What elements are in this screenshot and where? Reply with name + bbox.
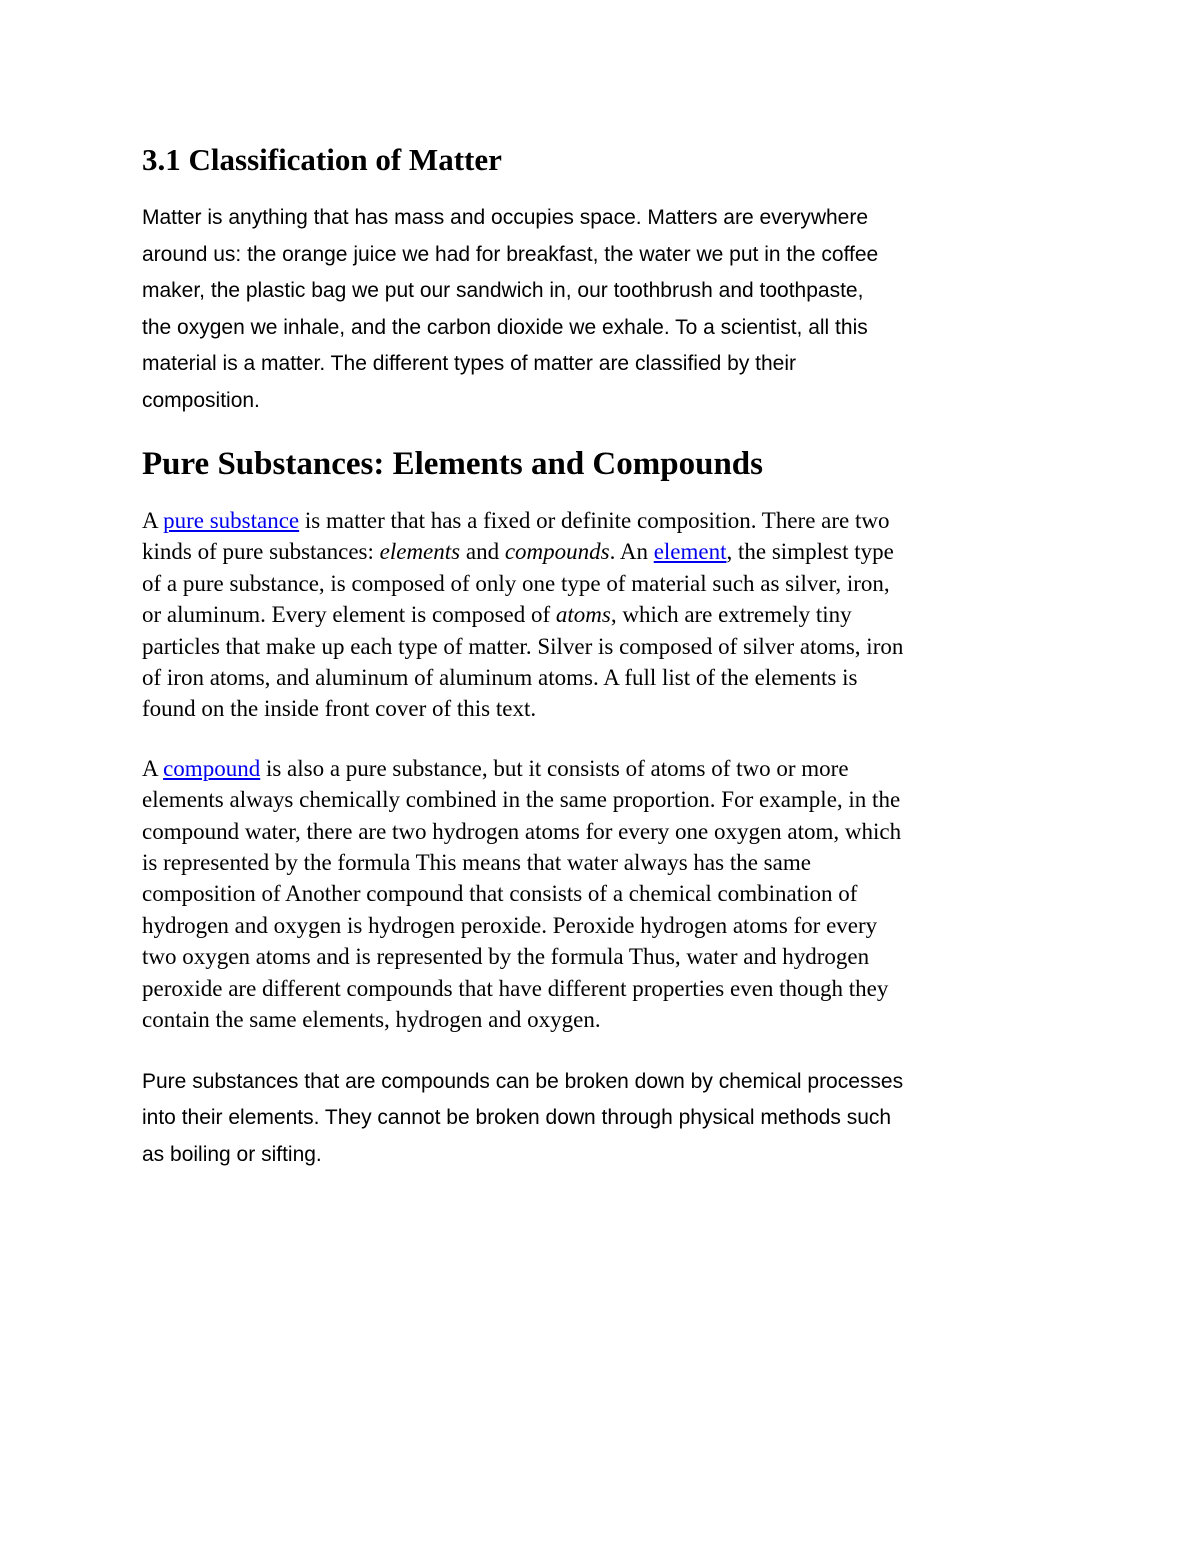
- intro-paragraph: [142, 200, 1062, 419]
- elements-term: elements: [379, 539, 461, 565]
- text-line: Matter is anything that has mass and occupies space. Matters are everywhere: [142, 206, 869, 229]
- pure-substance-paragraph: [142, 505, 1062, 725]
- text-line: material is a matter. The different types of matter are classified by their: [142, 352, 797, 375]
- text-line: compound water, there are two hydrogen atoms for every one oxygen atom, which: [142, 818, 902, 844]
- text-line: into their elements. They cannot be broken down through physical methods such: [142, 1106, 892, 1129]
- text-line: peroxide are different compounds that have different properties even though they: [142, 975, 889, 1001]
- text-run: A: [142, 755, 164, 781]
- element-link[interactable]: element: [653, 539, 727, 565]
- text-run: . An: [609, 539, 654, 565]
- text-line: [142, 599, 1062, 630]
- text-line: [142, 753, 1062, 784]
- text-run: kinds of pure substances:: [142, 539, 380, 565]
- text-line: maker, the plastic bag we put our sandwich in, our toothbrush and toothpaste,: [142, 279, 864, 302]
- text-line: composition of Another compound that consists of a chemical combination of: [142, 881, 858, 907]
- text-run: , which are extremely tiny: [610, 602, 852, 628]
- text-line: [142, 505, 1062, 536]
- text-line: composition.: [142, 388, 260, 412]
- text-line: Pure substances that are compounds can be broken down by chemical processes: [142, 1069, 904, 1093]
- closing-paragraph: [142, 1064, 1062, 1174]
- compounds-term: compounds: [504, 539, 610, 565]
- section-heading: 3.1 Classification of Matter: [142, 142, 502, 177]
- text-line: two oxygen atoms and is represented by the formula Thus, water and hydrogen: [142, 944, 870, 970]
- text-line: elements always chemically combined in the same proportion. For example, in the: [142, 787, 901, 813]
- text-line: [142, 536, 1062, 567]
- text-run: or aluminum. Every element is composed of: [142, 602, 556, 628]
- text-line: found on the inside front cover of this text.: [142, 696, 537, 722]
- compound-link[interactable]: compound: [163, 755, 261, 781]
- document-content: [142, 140, 1062, 1197]
- text-run: is matter that has a fixed or definite composition. There are two: [299, 508, 890, 533]
- text-line: particles that make up each type of matter. Silver is composed of silver atoms, iron: [142, 633, 904, 659]
- atoms-term: atoms: [555, 602, 611, 628]
- pure-substance-link[interactable]: pure substance: [163, 508, 300, 533]
- text-line: of a pure substance, is composed of only one type of material such as silver, iron,: [142, 570, 890, 596]
- subsection-heading: Pure Substances: Elements and Compounds: [142, 446, 764, 482]
- text-line: the oxygen we inhale, and the carbon dioxide we exhale. To a scientist, all this: [142, 315, 868, 339]
- text-line: as boiling or sifting.: [142, 1142, 322, 1166]
- text-line: contain the same elements, hydrogen and oxygen.: [142, 1007, 601, 1033]
- text-run: , the simplest type: [726, 539, 894, 565]
- text-line: hydrogen and oxygen is hydrogen peroxide. Peroxide hydrogen atoms for every: [142, 912, 878, 938]
- text-line: of iron atoms, and aluminum of aluminum atoms. A full list of the elements is: [142, 665, 858, 691]
- text-line: is represented by the formula This means that water always has the same: [142, 850, 811, 876]
- text-line: around us: the orange juice we had for breakfast, the water we put in the coffee: [142, 242, 879, 266]
- compound-paragraph: [142, 753, 1062, 1036]
- text-run: and: [460, 539, 505, 565]
- text-run: A: [142, 508, 164, 533]
- text-run: is also a pure substance, but it consists of atoms of two or more: [260, 755, 849, 781]
